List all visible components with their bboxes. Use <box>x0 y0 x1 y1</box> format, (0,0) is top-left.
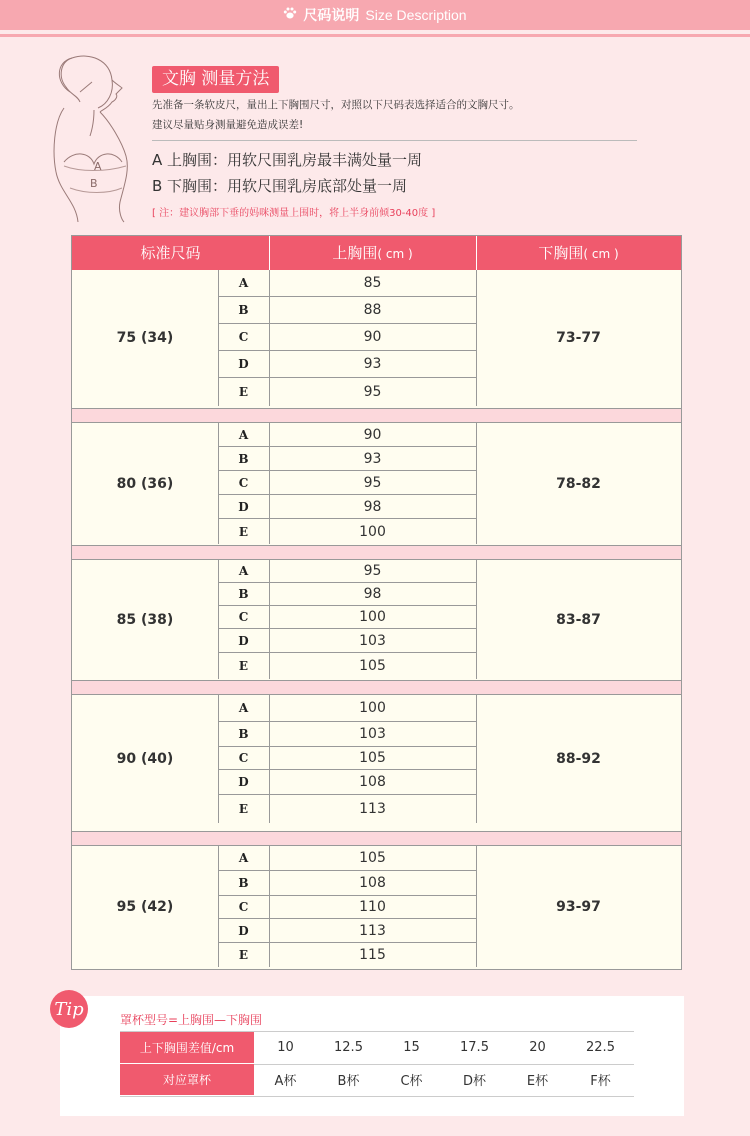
upper-bust-value: 95 <box>363 384 382 400</box>
standard-size: 85 (38) <box>72 560 219 679</box>
diff-value: 10 <box>277 1040 294 1055</box>
size-table <box>71 235 682 970</box>
upper-bust-value: 103 <box>269 722 476 747</box>
size-group <box>72 560 681 679</box>
method-tag: 文胸 测量方法 <box>152 66 279 93</box>
upper-bust-value: 115 <box>359 947 386 963</box>
cup-letter: D <box>218 770 269 795</box>
cup-letter: A <box>218 695 269 722</box>
title-zh: 尺码说明 <box>303 8 360 24</box>
cup-letter: E <box>238 524 249 539</box>
group-separator <box>72 680 681 695</box>
cup-letter: A <box>218 560 269 583</box>
cup-column <box>218 423 270 544</box>
upper-bust-column <box>269 695 477 823</box>
cup-column <box>218 560 270 679</box>
upper-bust-value: 93 <box>269 351 476 378</box>
cup-letter: A <box>218 270 269 297</box>
under-bust-range: 73-77 <box>556 330 601 346</box>
upper-bust-value: 90 <box>269 423 476 447</box>
under-bust-range: 83-87 <box>556 611 601 628</box>
cup-table <box>120 1031 634 1097</box>
upper-bust-value: 95 <box>269 471 476 495</box>
group-separator <box>72 408 681 423</box>
size-group <box>72 423 681 544</box>
header-upper: 上胸围( cm ) <box>269 236 477 270</box>
header-under: 下胸围( cm ) <box>538 244 619 262</box>
cup-letter: C <box>218 747 269 770</box>
upper-bust-value: 100 <box>269 695 476 722</box>
standard-size: 90 (40) <box>72 695 219 823</box>
upper-bust-value: 113 <box>359 801 386 817</box>
cup-label: 对应罩杯 <box>120 1064 254 1095</box>
figure-label-b: B <box>90 177 98 190</box>
cup-value: E杯 <box>526 1074 549 1089</box>
upper-bust-value: 103 <box>269 629 476 653</box>
upper-bust-column <box>269 423 477 544</box>
upper-bust-value: 110 <box>269 896 476 919</box>
paw-icon <box>283 6 297 24</box>
upper-bust-value: 90 <box>269 324 476 351</box>
cup-value: D杯 <box>462 1074 486 1089</box>
size-group <box>72 270 681 406</box>
measurement-figure <box>50 52 140 224</box>
upper-bust-value: 93 <box>269 447 476 471</box>
cup-value: F杯 <box>590 1074 611 1089</box>
cup-letter: B <box>218 297 269 324</box>
upper-bust-value: 95 <box>269 560 476 583</box>
header-size: 标准尺码 <box>72 236 270 270</box>
size-group <box>72 695 681 823</box>
divider <box>152 140 637 141</box>
cup-letter: C <box>218 896 269 919</box>
upper-bust-column <box>269 560 477 679</box>
header-underline <box>0 34 750 37</box>
cup-letter: D <box>218 919 269 943</box>
under-bust-range: 88-92 <box>556 751 601 767</box>
cup-letter: D <box>218 351 269 378</box>
cup-formula: 罩杯型号=上胸围—下胸围 <box>120 1013 263 1027</box>
method-upper-bust: A 上胸围：用软尺围乳房最丰满处量一周 <box>152 151 423 169</box>
cup-letter: E <box>238 659 249 673</box>
cup-letter: C <box>218 471 269 495</box>
diff-value: 15 <box>403 1040 420 1055</box>
cup-letter: D <box>218 495 269 519</box>
figure-label-a: A <box>94 160 102 173</box>
upper-bust-value: 113 <box>269 919 476 943</box>
standard-size: 95 (42) <box>72 846 219 967</box>
cup-letter: C <box>218 324 269 351</box>
upper-bust-value: 105 <box>269 846 476 871</box>
cup-column <box>218 846 270 967</box>
diff-row <box>120 1032 634 1065</box>
upper-bust-value: 108 <box>269 770 476 795</box>
upper-bust-value: 105 <box>269 747 476 770</box>
cup-value: B杯 <box>337 1074 360 1089</box>
upper-bust-value: 85 <box>269 270 476 297</box>
group-separator <box>72 545 681 560</box>
method-under-bust: B 下胸围：用软尺围乳房底部处量一周 <box>152 177 408 195</box>
cup-letter: B <box>218 871 269 896</box>
cup-letter: E <box>238 802 249 816</box>
upper-bust-value: 100 <box>269 606 476 629</box>
diff-value: 17.5 <box>460 1040 489 1055</box>
cup-value: A杯 <box>274 1074 297 1089</box>
standard-size: 75 (34) <box>72 270 219 406</box>
cup-column <box>218 695 270 823</box>
upper-bust-value: 108 <box>269 871 476 896</box>
diff-value: 12.5 <box>334 1040 363 1055</box>
upper-bust-value: 98 <box>269 583 476 606</box>
group-separator <box>72 831 681 846</box>
cup-letter: B <box>218 722 269 747</box>
cup-letter: A <box>218 423 269 447</box>
standard-size: 80 (36) <box>72 423 219 544</box>
measure-note: [ 注：建议胸部下垂的妈咪测量上围时，将上半身前倾30-40度 ] <box>152 208 436 219</box>
upper-bust-value: 100 <box>359 523 386 540</box>
upper-bust-value: 98 <box>269 495 476 519</box>
cup-letter: E <box>238 385 249 399</box>
cup-letter: B <box>218 583 269 606</box>
intro-text-2: 建议尽量贴身测量避免造成误差! <box>152 119 304 131</box>
under-bust-range: 78-82 <box>556 475 601 492</box>
page-title <box>0 0 750 30</box>
cup-letter: D <box>218 629 269 653</box>
diff-value: 22.5 <box>586 1040 615 1055</box>
size-group <box>72 846 681 967</box>
cup-letter: E <box>238 948 249 962</box>
cup-letter: B <box>218 447 269 471</box>
upper-bust-column <box>269 270 477 406</box>
cup-letter: A <box>218 846 269 871</box>
upper-bust-value: 88 <box>269 297 476 324</box>
under-bust-range: 93-97 <box>556 898 601 915</box>
diff-value: 20 <box>529 1040 546 1055</box>
intro-text-1: 先准备一条软皮尺，量出上下胸围尺寸，对照以下尺码表选择适合的文胸尺寸。 <box>152 99 520 111</box>
cup-row <box>120 1064 634 1096</box>
diff-label: 上下胸围差值/cm <box>120 1032 254 1063</box>
upper-bust-column <box>269 846 477 967</box>
title-en: Size Description <box>365 7 467 23</box>
table-header <box>72 236 681 270</box>
upper-bust-value: 105 <box>359 658 386 674</box>
tip-badge: Tip <box>50 990 88 1028</box>
cup-column <box>218 270 270 406</box>
cup-value: C杯 <box>400 1074 423 1089</box>
cup-letter: C <box>218 606 269 629</box>
